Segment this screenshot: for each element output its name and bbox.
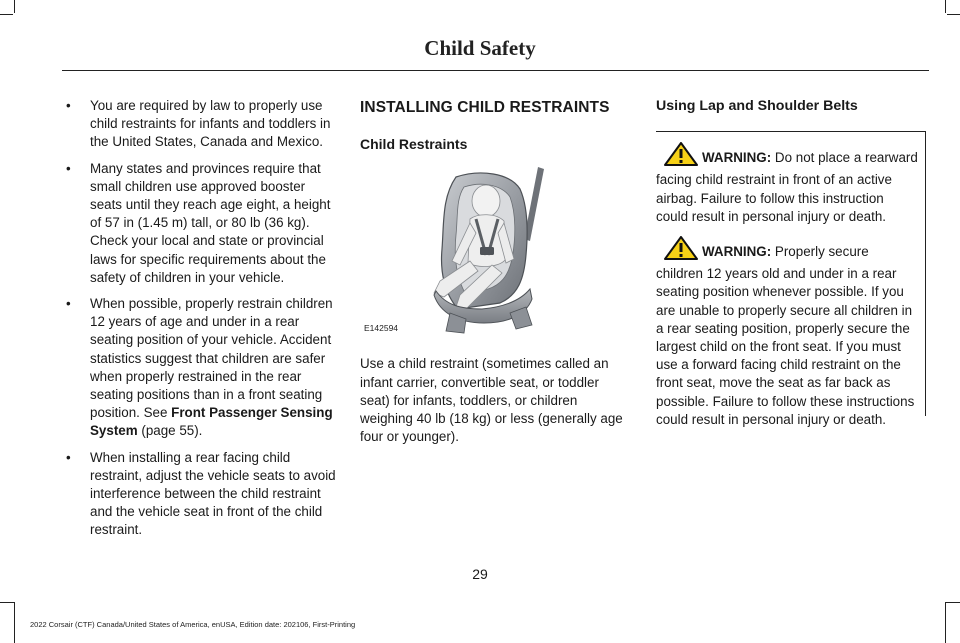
- page-title: Child Safety: [424, 36, 536, 60]
- child-seat-illustration: [360, 163, 572, 341]
- warning-paragraph: [656, 236, 919, 429]
- warning-label: WARNING:: [702, 150, 772, 166]
- bullet-icon: •: [66, 98, 71, 113]
- bullet-text: When installing a rear facing child restraint, adjust the vehicle seats to avoid interference between the child restraint and the vehicle seat in front of the child restraint.: [90, 449, 336, 538]
- header-rule: [62, 70, 929, 71]
- middle-column: [360, 97, 632, 446]
- figure-code: E142594: [364, 323, 399, 334]
- footer-edition-info: 2022 Corsair (CTF) Canada/United States of America, enUSA, Edition date: 202106, First-Printing: [30, 620, 356, 629]
- left-column: [66, 97, 336, 548]
- warning-text: Properly secure children 12 years old and under in a rear seating position whenever possible. If you are unable to properly secure all children in a rear seating position, properly secure the largest child on the front seat. If you must use a forward facing child restraint on the front seat, move the seat as far back as possible. Failure to follow these instructions could result in personal injury or death.: [656, 244, 915, 427]
- crop-mark: [14, 0, 15, 13]
- list-item: [66, 449, 336, 540]
- warning-text: Do not place a rearward facing child restraint in front of an active airbag. Failure to follow this instruction could result in personal injury or death.: [656, 150, 918, 224]
- bullet-icon: •: [66, 160, 71, 176]
- section-heading: Using Lap and Shoulder Belts: [656, 98, 858, 114]
- bullet-icon: •: [66, 296, 71, 312]
- section-heading: INSTALLING CHILD RESTRAINTS: [360, 99, 610, 116]
- crop-mark: [945, 602, 946, 643]
- crop-mark: [946, 602, 960, 603]
- crop-mark: [0, 602, 14, 603]
- warning-paragraph: [656, 142, 919, 226]
- bullet-text: (page 55).: [137, 423, 203, 439]
- list-item: [66, 97, 336, 152]
- warning-box: [656, 131, 926, 427]
- warning-triangle-icon: [656, 236, 698, 265]
- bullet-text: Many states and provinces require that small children use approved booster seats until they reach age eight, a height of 57 in (1.45 m) tall, or 80 lb (36 kg). Check your local and state or provincial laws for specific requirements about the safety of children in your vehicle.: [90, 160, 331, 285]
- warning-triangle-icon: [656, 142, 698, 171]
- subsection-heading: Child Restraints: [360, 136, 468, 153]
- page-number: 29: [472, 566, 488, 582]
- crop-mark: [14, 602, 15, 643]
- child-seat-icon: [360, 163, 572, 341]
- bullet-text: You are required by law to properly use child restraints for infants and toddlers in the United States, Canada and Mexico.: [90, 98, 331, 150]
- cross-reference-link[interactable]: Front Passenger Sensing System: [90, 405, 333, 439]
- right-column: [656, 97, 926, 427]
- body-paragraph: Use a child restraint (sometimes called an infant carrier, convertible seat, or toddler seat) for infants, toddlers, or children weighing 40 lb (18 kg) or less (generally age four or younger).: [360, 356, 623, 445]
- crop-mark: [0, 14, 13, 15]
- bullet-icon: •: [66, 449, 71, 465]
- list-item: [66, 295, 336, 441]
- crop-mark: [945, 0, 946, 13]
- warning-label: WARNING:: [702, 244, 772, 260]
- bullet-text: When possible, properly restrain children 12 years of age and under in a rear seating position of your vehicle. Accident statistics suggest that children are safer when properly restrained in the rear seating positions than in a front seating position. See: [90, 296, 333, 421]
- list-item: [66, 160, 336, 287]
- crop-mark: [947, 14, 960, 15]
- bullet-list: [66, 97, 336, 540]
